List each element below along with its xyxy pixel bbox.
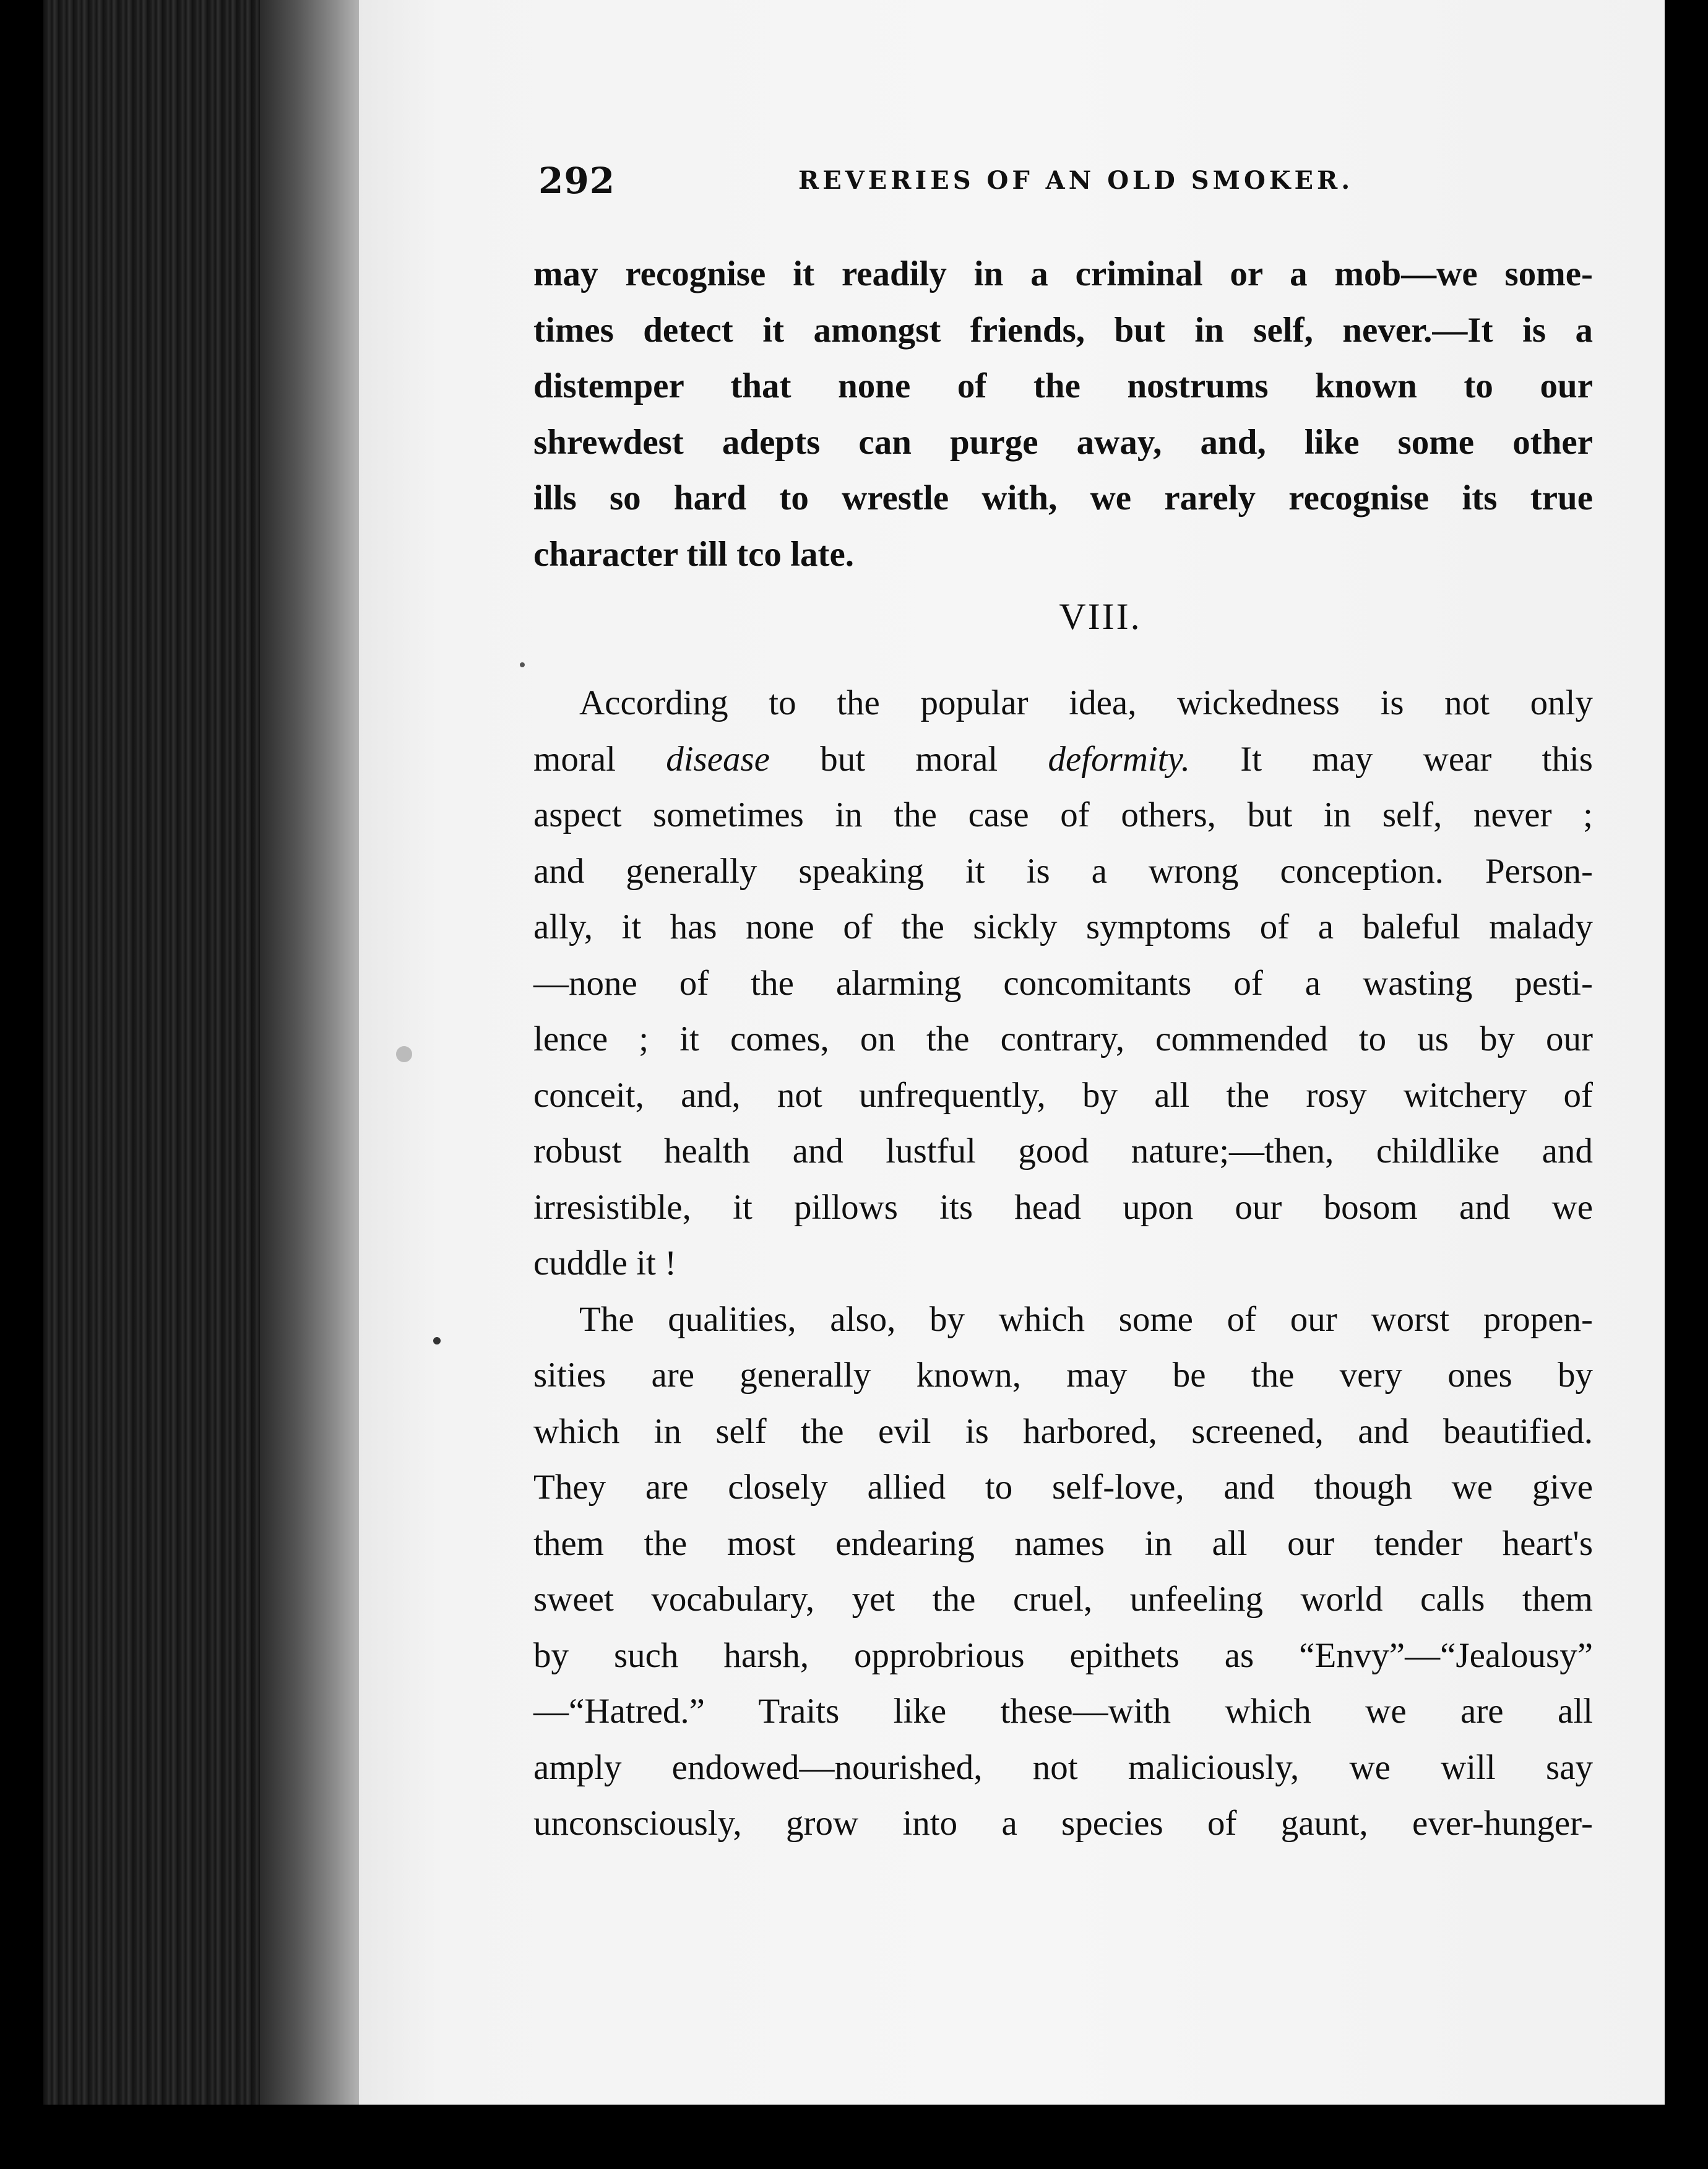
text-line: character till tco late. [533, 534, 855, 574]
emphasis-disease: disease [666, 739, 770, 779]
text-line: aspect sometimes in the case of others, but in self, never ; [533, 795, 1593, 834]
text-line: cuddle it ! [533, 1244, 677, 1283]
scan-border-right [1665, 0, 1708, 2169]
text-line: ally, it has none of the sickly symptoms of a baleful malady [533, 907, 1593, 946]
section-spacer [533, 651, 1593, 675]
text-line: unconsciously, grow into a species of gaunt, ever-hunger- [533, 1804, 1593, 1843]
text-line: ills so hard to wrestle with, we rarely recognise its true [533, 478, 1593, 517]
text-line: robust health and lustful good nature;—then, childlike and [533, 1132, 1593, 1171]
paper-speck [433, 1337, 441, 1344]
text-line [533, 732, 1593, 788]
scan-border-bottom [0, 2105, 1708, 2169]
text-line: them the most endearing names in all our tender heart's [533, 1523, 1593, 1563]
text-line: shrewdest adepts can purge away, and, like some other [533, 422, 1593, 462]
section-heading: VIII. [1059, 596, 1142, 637]
paper-speck [396, 1046, 412, 1062]
text-line: sities are generally known, may be the very ones by [533, 1356, 1593, 1395]
text-line: amply endowed—nourished, not maliciously, we will say [533, 1747, 1593, 1787]
text-line: irresistible, it pillows its head upon our bosom and we [533, 1187, 1593, 1227]
text-line: According to the popular idea, wickedness is not only [579, 683, 1593, 722]
paragraph [533, 675, 1593, 1292]
text-line: times detect it amongst friends, but in self, never.—It is a [533, 310, 1593, 350]
paragraph [533, 1292, 1593, 1852]
text-line: which in self the evil is harbored, screened, and beautified. [533, 1411, 1593, 1451]
text-line: distemper that none of the nostrums known to our [533, 366, 1593, 405]
text-run: but moral [770, 739, 1048, 779]
page-number: 292 [538, 160, 616, 202]
text-line: The qualities, also, by which some of our worst propen- [579, 1299, 1593, 1339]
body-text [533, 246, 1593, 1852]
text-line: sweet vocabulary, yet the cruel, unfeeling world calls them [533, 1580, 1593, 1619]
emphasis-deformity: deformity. [1048, 739, 1191, 779]
paper-speck [520, 662, 525, 667]
text-line: —none of the alarming concomitants of a wasting pesti- [533, 963, 1593, 1003]
text-line: —“Hatred.” Traits like these—with which we are all [533, 1692, 1593, 1731]
text-line: by such harsh, opprobrious epithets as “Envy”—“Jealousy” [533, 1635, 1593, 1675]
paragraph-continuation [533, 246, 1593, 582]
running-head: REVERIES OF AN OLD SMOKER. [798, 166, 1354, 195]
page-edge-highlight [260, 0, 365, 2169]
text-line: conceit, and, not unfrequently, by all the rosy witchery of [533, 1075, 1593, 1115]
text-run: It may wear this [1190, 739, 1593, 779]
page-header [538, 160, 1603, 209]
text-line: They are closely allied to self-love, and though we give [533, 1468, 1593, 1507]
text-line: may recognise it readily in a criminal or a mob—we some- [533, 254, 1593, 293]
text-line: and generally speaking it is a wrong conception. Person- [533, 851, 1593, 891]
text-run: moral [533, 739, 666, 779]
text-line: lence ; it comes, on the contrary, commended to us by our [533, 1020, 1593, 1059]
